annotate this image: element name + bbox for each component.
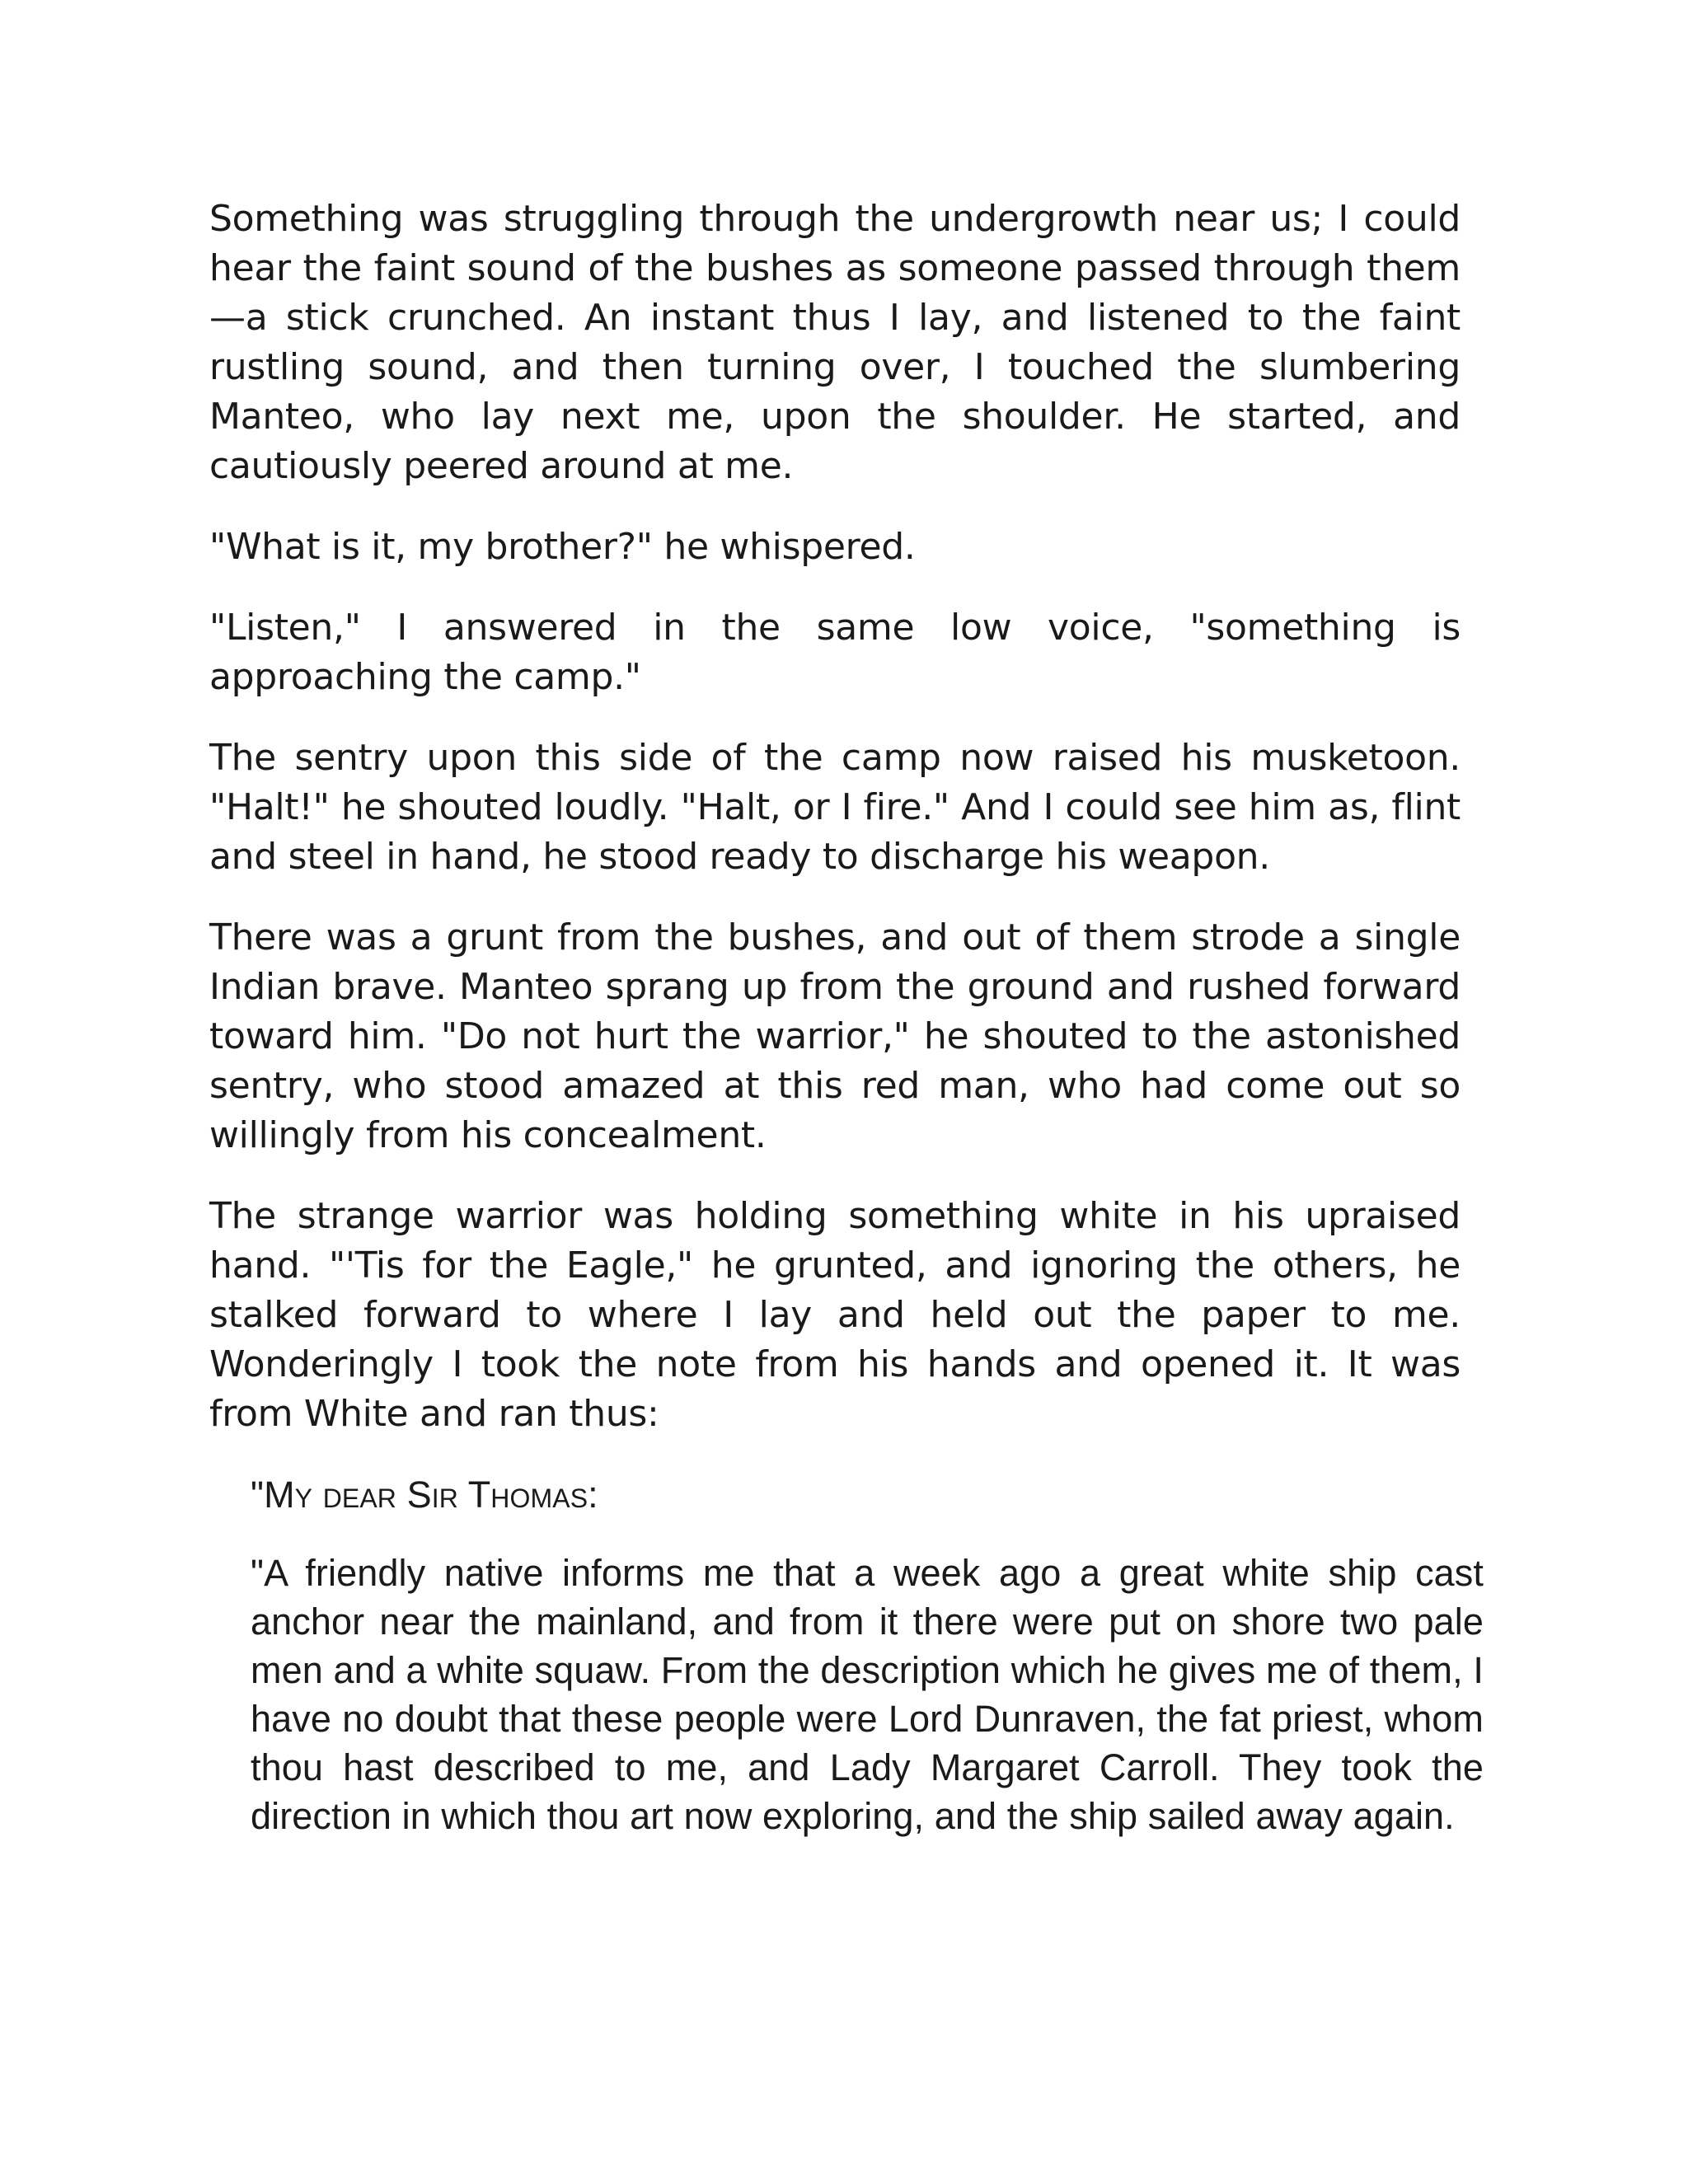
paragraph-sentry: The sentry upon this side of the camp now raised his musketoon. "Halt!" he shouted loudly. "Halt, or I fire." And I could see him as, flint and steel in hand, he stood ready to discharge his weapon. [209,737,1461,878]
letter-body: "A friendly native informs me that a week ago a great white ship cast anchor near the mainland, and from it there were put on shore two pale men and a white squaw. From the description which he gives me of them, I have no doubt that these people were Lord Dunraven, the fat priest, whom thou hast described to me, and Lady Margaret Carroll. They took the direction in which thou art now exploring, and the ship sailed away again. [251,1552,1484,1837]
letter-salutation: "My dear Sir Thomas: [251,1474,598,1516]
paragraph-undergrowth: Something was struggling through the undergrowth near us; I could hear the faint sound of the bushes as someone passed through them —a stick crunched. An instant thus I lay, and listened to the faint rustling sound, and then turning over, I touched the slumbering Manteo, who lay next me, upon the shoulder. He started, and cautiously peered around at me. [209,198,1461,487]
paragraph-listen: "Listen," I answered in the same low voice, "something is approaching the camp." [209,607,1461,698]
paragraph-strange-warrior: The strange warrior was holding something white in his upraised hand. "'Tis for the Eagle," he grunted, and ignoring the others, he stalked forward to where I lay and held out the paper to me. Wonderingly I took the note from his hands and opened it. It was from White and ran thus: [209,1195,1461,1435]
page-body [209,194,1484,1840]
letter-block [251,1470,1484,1840]
paragraph-what-is-it: "What is it, my brother?" he whispered. [209,526,916,568]
paragraph-grunt: There was a grunt from the bushes, and out of them strode a single Indian brave. Manteo sprang up from the ground and rushed forward toward him. "Do not hurt the warrior," he shouted to the astonished sentry, who stood amazed at this red man, who had come out so willingly from his concealment. [209,916,1461,1156]
